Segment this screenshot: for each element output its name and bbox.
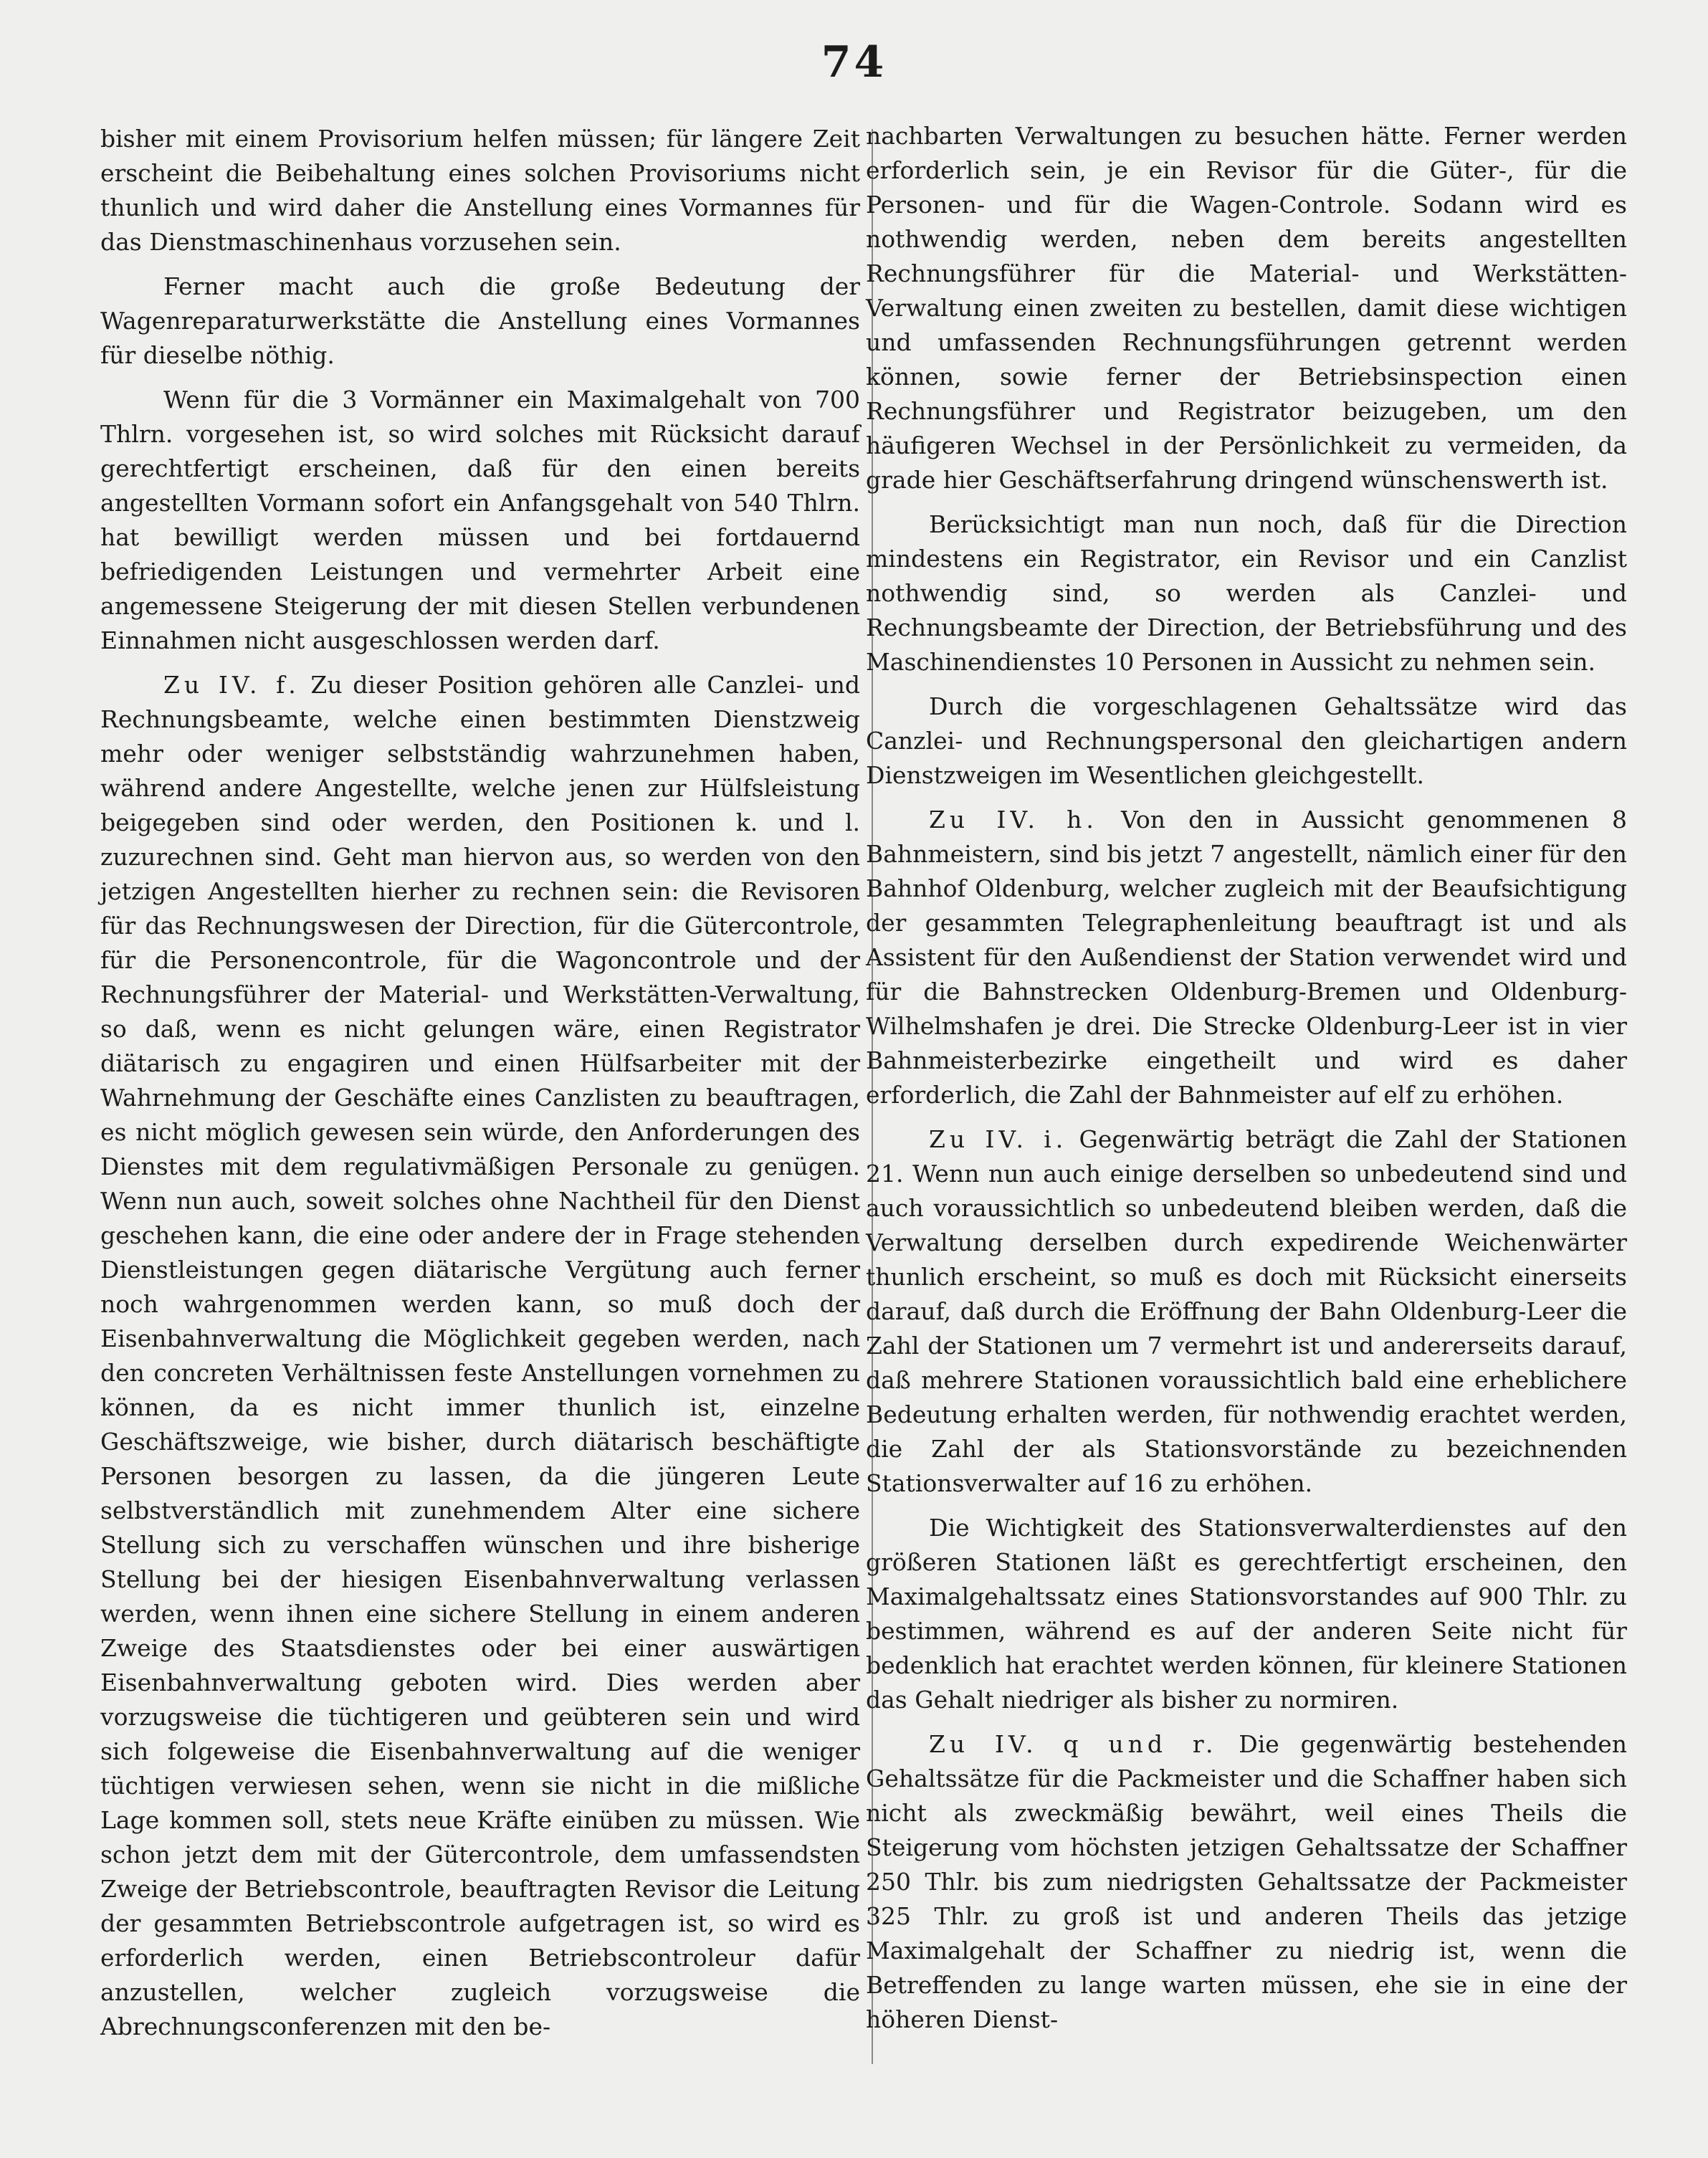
right-column [866,119,1627,2047]
paragraph-text: nachbarten Verwaltungen zu besuchen hätte. Ferner werden erforderlich sein, je ein Revisor für die Güter-, für die Personen- und für die Wagen-Controle. Sodann wird es nothwendig werden, neben dem bereits angestellten Rechnungsführer für die Material- und Werkstätten-Verwaltung einen zweiten zu bestellen, damit diese wichtigen und umfassenden Rechnungsführungen getrennt werden können, sowie ferner der Betriebsinspection einen Rechnungsführer und Registrator beizugeben, um den häufigeren Wechsel in der Persönlichkeit zu vermeiden, da grade hier Geschäftserfahrung dringend wünschenswerth ist. [866,122,1627,494]
paragraph [866,1727,1627,2037]
paragraph [866,1511,1627,1717]
paragraph-text: Ferner macht auch die große Bedeutung der Wagenreparaturwerkstätte die Anstellung eines Vormannes für dieselbe nöthig. [100,272,860,369]
paragraph [100,668,860,2044]
paragraph [100,269,860,373]
paragraph-text: bisher mit einem Provisorium helfen müssen; für längere Zeit erscheint die Beibehaltung eines solchen Provisoriums nicht thunlich und wird daher die Anstellung eines Vormannes für das Dienstmaschinenhaus vorzusehen sein. [100,125,860,256]
paragraph-text: Die gegenwärtig bestehenden Gehaltssätze für die Packmeister und die Schaffner haben sich nicht als zweckmäßig bewährt, weil eines Theils die Steigerung vom höchsten jetzigen Gehaltssatze der Schaffner 250 Thlr. bis zum niedrigsten Gehaltssatze der Packmeister 325 Thlr. zu groß ist und anderen Theils das jetzige Maximalgehalt der Schaffner zu niedrig ist, wenn die Betreffenden zu lange warten müssen, ehe sie in eine der höheren Dienst- [866,1730,1628,2033]
page-number: 74 [821,37,887,87]
paragraph [866,119,1627,497]
section-lead: Zu IV. i. [929,1125,1068,1153]
paragraph [100,122,860,259]
paragraph [866,507,1627,679]
left-column [100,122,860,2054]
paragraph-text: Die Wichtigkeit des Stationsverwalterdienstes auf den größeren Stationen läßt es gerechtfertigt erscheinen, den Maximalgehaltssatz eines Stationsvorstandes auf 900 Thlr. zu bestimmen, während es auf der anderen Seite nicht für bedenklich hat erachtet werden können, für kleinere Stationen das Gehalt niedriger als bisher zu normiren. [866,1514,1627,1714]
paragraph-text: Wenn für die 3 Vormänner ein Maximalgehalt von 700 Thlrn. vorgesehen ist, so wird solches mit Rücksicht darauf gerechtfertigt erscheinen, daß für den einen bereits angestellten Vormann sofort ein Anfangsgehalt von 540 Thlrn. hat bewilligt werden müssen und bei fortdauernd befriedigenden Leistungen und vermehrter Arbeit eine angemessene Steigerung der mit diesen Stellen verbundenen Einnahmen nicht ausgeschlossen werden darf. [100,386,860,654]
paragraph-text: Berücksichtigt man nun noch, daß für die Direction mindestens ein Registrator, ein Revisor und ein Canzlist nothwendig sind, so werden als Canzlei- und Rechnungsbeamte der Direction, der Betriebsführung und des Maschinendienstes 10 Personen in Aussicht zu nehmen sein. [866,510,1627,676]
paragraph [866,689,1627,793]
section-lead: Zu IV. q und r. [929,1730,1218,1758]
paragraph-text: Gegenwärtig beträgt die Zahl der Stationen 21. Wenn nun auch einige derselben so unbedeutend sind und auch voraussichtlich so unbedeutend bleiben werden, daß die Verwaltung derselben durch expedirende Weichenwärter thunlich erscheint, so muß es doch mit Rücksicht einerseits darauf, daß durch die Eröffnung der Bahn Oldenburg-Leer die Zahl der Stationen um 7 vermehrt ist und andererseits darauf, daß mehrere Stationen voraussichtlich bald eine erheblichere Bedeutung erhalten werden, für nothwendig erachtet werden, die Zahl der als Stationsvorstände zu bezeichnenden Stationsverwalter auf 16 zu erhöhen. [866,1125,1628,1497]
section-lead: Zu IV. h. [929,806,1098,834]
paragraph-text: Zu dieser Position gehören alle Canzlei- und Rechnungsbeamte, welche einen bestimmten Dienstzweig mehr oder weniger selbstständig wahrzunehmen haben, während andere Angestellte, welche jenen zur Hülfsleistung beigegeben sind oder werden, den Positionen k. und l. zuzurechnen sind. Geht man hiervon aus, so werden von den jetzigen Angestellten hierher zu rechnen sein: die Revisoren für das Rechnungswesen der Direction, für die Gütercontrole, für die Personencontrole, für die Wagoncontrole und der Rechnungsführer der Material- und Werkstätten-Verwaltung, so daß, wenn es nicht gelungen wäre, einen Registrator diätarisch zu engagiren und einen Hülfsarbeiter mit der Wahrnehmung der Geschäfte eines Canzlisten zu beauftragen, es nicht möglich gewesen sein würde, den Anforderungen des Dienstes mit dem regulativmäßigen Personale zu genügen. Wenn nun auch, soweit solches ohne Nachtheil für den Dienst geschehen kann, die eine oder andere der in Frage stehenden Dienstleistungen gegen diätarische Vergütung auch ferner noch wahrgenommen werden kann, so muß doch der Eisenbahnverwaltung die Möglichkeit gegeben werden, nach den concreten Verhältnissen feste Anstellungen vornehmen zu können, da es nicht immer thunlich ist, einzelne Geschäftszweige, wie bisher, durch diätarisch beschäftigte Personen besorgen zu lassen, da die jüngeren Leute selbstverständlich mit zunehmendem Alter eine sichere Stellung sich zu verschaffen wünschen und ihre bisherige Stellung bei der hiesigen Eisenbahnverwaltung verlassen werden, wenn ihnen eine sichere Stellung in einem anderen Zweige des Staatsdienstes oder bei einer auswärtigen Eisenbahnverwaltung geboten wird. Dies werden aber vorzugsweise die tüchtigeren und geübteren sein und wird sich folgeweise die Eisenbahnverwaltung auf die weniger tüchtigen verwiesen sehen, wenn sie nicht in die mißliche Lage kommen soll, stets neue Kräfte einüben zu müssen. Wie schon jetzt dem mit der Gütercontrole, dem umfassendsten Zweige der Betriebscontrole, beauftragten Revisor die Leitung der gesammten Betriebscontrole aufgetragen ist, so wird es erforderlich werden, einen Betriebscontroleur dafür anzustellen, welcher zugleich vorzugsweise die Abrechnungsconferenzen mit den be- [100,671,860,2040]
paragraph-text: Von den in Aussicht genommenen 8 Bahnmeistern, sind bis jetzt 7 angestellt, nämlich einer für den Bahnhof Oldenburg, welcher zugleich mit der Beaufsichtigung der gesammten Telegraphenleitung beauftragt ist und als Assistent für den Außendienst der Station verwendet wird und für die Bahnstrecken Oldenburg-Bremen und Oldenburg-Wilhelmshafen je drei. Die Strecke Oldenburg-Leer ist in vier Bahnmeisterbezirke eingetheilt und wird es daher erforderlich, die Zahl der Bahnmeister auf elf zu erhöhen. [866,806,1627,1109]
paragraph-text: Durch die vorgeschlagenen Gehaltssätze wird das Canzlei- und Rechnungspersonal den gleichartigen andern Dienstzweigen im Wesentlichen gleichgestellt. [866,692,1627,789]
section-lead: Zu IV. f. [163,671,300,699]
paragraph [100,383,860,658]
paragraph [866,1122,1627,1501]
paragraph [866,803,1627,1112]
